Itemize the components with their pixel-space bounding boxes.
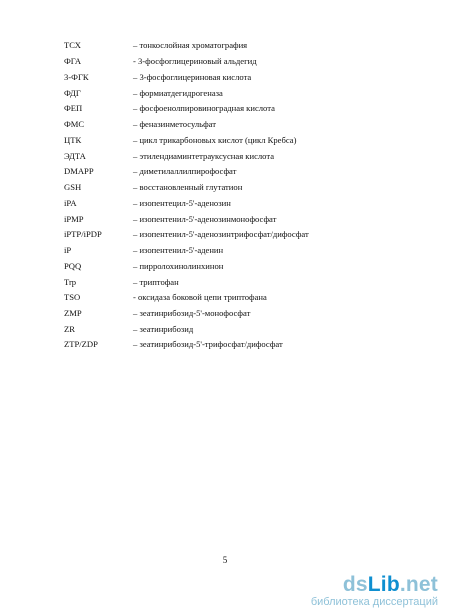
abbreviation-row — [0, 164, 450, 178]
abbreviation-row — [0, 227, 450, 241]
abbreviation-row — [0, 86, 450, 100]
abbreviation-row — [0, 275, 450, 289]
abbreviation-term: ЦТК — [64, 135, 82, 145]
abbreviation-definition: – формиатдегидрогеназа — [133, 88, 223, 98]
abbreviation-definition: – пирролохинолинхинон — [133, 261, 224, 271]
watermark-logo — [311, 574, 438, 596]
abbreviation-row — [0, 54, 450, 68]
abbreviation-term: ФМС — [64, 119, 85, 129]
abbreviation-definition: – изопентенил-5'-аденозинмонофосфат — [133, 214, 277, 224]
abbreviation-row — [0, 212, 450, 226]
abbreviation-definition: - 3-фосфоглицериновый альдегид — [133, 56, 257, 66]
abbreviation-definition: – диметилаллилпирофосфат — [133, 166, 237, 176]
abbreviation-row — [0, 306, 450, 320]
abbreviation-row — [0, 133, 450, 147]
watermark-logo-lib: Lib — [367, 573, 400, 596]
abbreviation-row — [0, 290, 450, 304]
abbreviation-term: ЭДТА — [64, 151, 86, 161]
abbreviation-definition: – феназинметосульфат — [133, 119, 216, 129]
abbreviation-term: iPMP — [64, 214, 84, 224]
abbreviation-term: PQQ — [64, 261, 82, 271]
abbreviation-term: iPTP/iPDP — [64, 229, 102, 239]
abbreviation-definition: – восстановленный глутатион — [133, 182, 243, 192]
abbreviation-row — [0, 259, 450, 273]
abbreviation-row — [0, 180, 450, 194]
watermark-logo-net: .net — [399, 573, 438, 596]
abbreviation-definition: – изопентенил-5'-аденозинтрифосфат/дифосфат — [133, 229, 309, 239]
abbreviation-row — [0, 38, 450, 52]
abbreviation-term: Trp — [64, 277, 77, 287]
abbreviation-term: iP — [64, 245, 72, 255]
abbreviation-definition: - оксидаза боковой цепи триптофана — [133, 292, 267, 302]
abbreviation-row — [0, 337, 450, 351]
abbreviation-term: DMAPP — [64, 166, 94, 176]
abbreviation-term: GSH — [64, 182, 82, 192]
dslib-watermark — [311, 574, 438, 608]
abbreviation-term: ZTP/ZDP — [64, 339, 98, 349]
page-number: 5 — [222, 555, 228, 565]
abbreviation-row — [0, 149, 450, 163]
abbreviation-definition: – зеатинрибозид — [133, 324, 194, 334]
abbreviation-definition: – изопентенил-5'-аденин — [133, 245, 224, 255]
abbreviation-definition: – зеатинрибозид-5'-трифосфат/дифосфат — [133, 339, 283, 349]
abbreviation-definition: – цикл трикарбоновых кислот (цикл Кребса) — [133, 135, 297, 145]
abbreviation-row — [0, 70, 450, 84]
abbreviation-term: TSO — [64, 292, 81, 302]
abbreviation-definition: – этилендиаминтетрауксусная кислота — [133, 151, 275, 161]
abbreviation-row — [0, 322, 450, 336]
abbreviation-term: ТСХ — [64, 40, 81, 50]
abbreviation-term: ФДГ — [64, 88, 81, 98]
abbreviation-term: ФГА — [64, 56, 82, 66]
watermark-subtitle: библиотека диссертаций — [310, 596, 438, 608]
abbreviation-definition: – изопентецил-5'-аденозин — [133, 198, 231, 208]
abbreviation-row — [0, 196, 450, 210]
abbreviation-row — [0, 117, 450, 131]
abbreviation-definition: – 3-фосфоглицериновая кислота — [133, 72, 252, 82]
abbreviation-row — [0, 243, 450, 257]
abbreviation-definition: – тонкослойная хроматография — [133, 40, 248, 50]
abbreviation-term: ZMP — [64, 308, 82, 318]
abbreviation-term: 3-ФГК — [64, 72, 89, 82]
watermark-logo-ds: ds — [342, 573, 368, 596]
abbreviation-term: iPA — [64, 198, 77, 208]
abbreviation-term: ФЕП — [64, 103, 83, 113]
abbreviation-definition: – триптофан — [133, 277, 179, 287]
abbreviation-definition: – зеатинрибозид-5'-монофосфат — [133, 308, 251, 318]
abbreviation-row — [0, 101, 450, 115]
abbreviation-term: ZR — [64, 324, 75, 334]
abbreviation-definition: – фосфоенолпировиноградная кислота — [133, 103, 275, 113]
